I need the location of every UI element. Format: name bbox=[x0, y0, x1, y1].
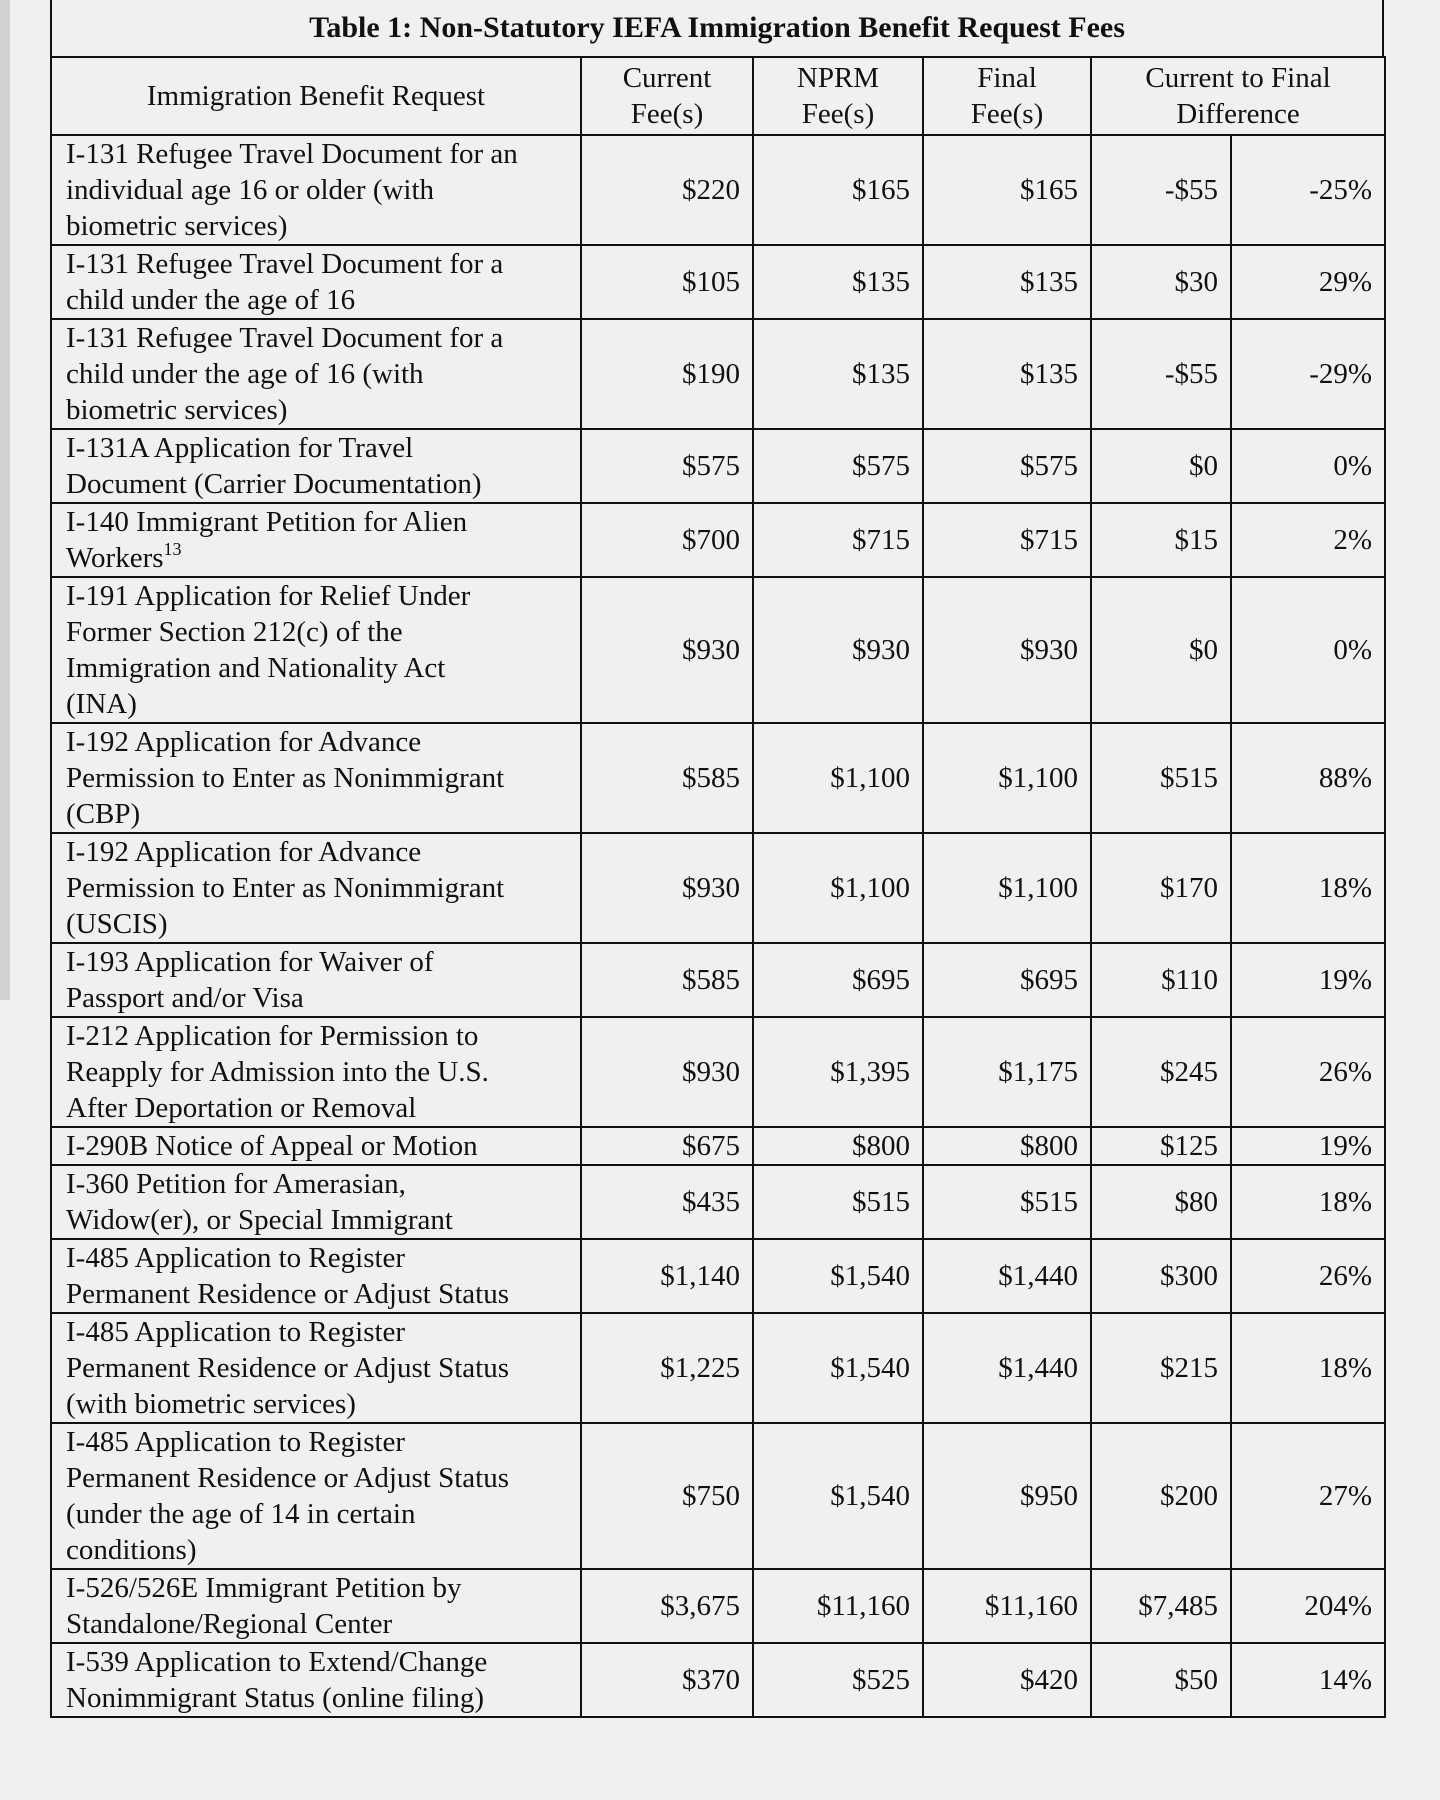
current-fee-cell: $1,140 bbox=[581, 1239, 753, 1313]
header-current bbox=[581, 57, 753, 135]
request-line: child under the age of 16 bbox=[66, 284, 356, 316]
request-line: I-191 Application for Relief Under bbox=[66, 580, 471, 612]
final-fee-cell: $930 bbox=[923, 577, 1091, 723]
current-fee-cell: $700 bbox=[581, 503, 753, 577]
request-line: biometric services) bbox=[66, 394, 288, 426]
nprm-fee-cell: $1,540 bbox=[753, 1239, 923, 1313]
nprm-fee-cell: $525 bbox=[753, 1643, 923, 1717]
final-fee-cell: $715 bbox=[923, 503, 1091, 577]
request-cell bbox=[51, 1569, 581, 1643]
request-line: (USCIS) bbox=[66, 908, 168, 940]
difference-percent-cell: 18% bbox=[1231, 1165, 1385, 1239]
header-current-line1: Current bbox=[622, 62, 712, 94]
current-fee-cell: $435 bbox=[581, 1165, 753, 1239]
request-line: I-360 Petition for Amerasian, bbox=[66, 1168, 406, 1200]
header-nprm bbox=[753, 57, 923, 135]
request-cell bbox=[51, 503, 581, 577]
difference-amount-cell: $110 bbox=[1091, 943, 1231, 1017]
difference-percent-cell: 26% bbox=[1231, 1017, 1385, 1127]
final-fee-cell: $135 bbox=[923, 319, 1091, 429]
request-line: Permanent Residence or Adjust Status bbox=[66, 1352, 509, 1384]
request-cell bbox=[51, 1127, 581, 1165]
request-line: Former Section 212(c) of the bbox=[66, 616, 403, 648]
current-fee-cell: $370 bbox=[581, 1643, 753, 1717]
request-line: (with biometric services) bbox=[66, 1388, 356, 1420]
request-line: Document (Carrier Documentation) bbox=[66, 468, 482, 500]
difference-amount-cell: $200 bbox=[1091, 1423, 1231, 1569]
header-request bbox=[51, 57, 581, 135]
difference-percent-cell: 0% bbox=[1231, 577, 1385, 723]
difference-percent-cell: -29% bbox=[1231, 319, 1385, 429]
header-nprm-line1: NPRM bbox=[796, 62, 880, 94]
request-line: biometric services) bbox=[66, 210, 288, 242]
current-fee-cell: $190 bbox=[581, 319, 753, 429]
header-final-line1: Final bbox=[977, 62, 1037, 94]
nprm-fee-cell: $135 bbox=[753, 245, 923, 319]
table-row bbox=[51, 1569, 1385, 1643]
final-fee-cell: $165 bbox=[923, 135, 1091, 245]
nprm-fee-cell: $135 bbox=[753, 319, 923, 429]
final-fee-cell: $1,440 bbox=[923, 1313, 1091, 1423]
request-cell bbox=[51, 943, 581, 1017]
difference-percent-cell: 18% bbox=[1231, 833, 1385, 943]
difference-amount-cell: $50 bbox=[1091, 1643, 1231, 1717]
current-fee-cell: $930 bbox=[581, 1017, 753, 1127]
table-row bbox=[51, 943, 1385, 1017]
current-fee-cell: $105 bbox=[581, 245, 753, 319]
request-line: conditions) bbox=[66, 1534, 197, 1566]
table-row bbox=[51, 1165, 1385, 1239]
request-line: Reapply for Admission into the U.S. bbox=[66, 1056, 489, 1088]
table-title: Table 1: Non-Statutory IEFA Immigration Benefit Request Fees bbox=[50, 0, 1384, 56]
request-line: Standalone/Regional Center bbox=[66, 1608, 393, 1640]
request-line: I-539 Application to Extend/Change bbox=[66, 1646, 488, 1678]
current-fee-cell: $220 bbox=[581, 135, 753, 245]
current-fee-cell: $930 bbox=[581, 833, 753, 943]
request-line: Permanent Residence or Adjust Status bbox=[66, 1278, 509, 1310]
final-fee-cell: $420 bbox=[923, 1643, 1091, 1717]
request-line-text: Workers bbox=[66, 542, 164, 574]
fee-table bbox=[50, 56, 1386, 1718]
request-cell bbox=[51, 1643, 581, 1717]
request-line: I-485 Application to Register bbox=[66, 1316, 406, 1348]
request-line: I-212 Application for Permission to bbox=[66, 1020, 479, 1052]
difference-percent-cell: 14% bbox=[1231, 1643, 1385, 1717]
request-line: I-131 Refugee Travel Document for a bbox=[66, 248, 504, 280]
nprm-fee-cell: $575 bbox=[753, 429, 923, 503]
table-row bbox=[51, 429, 1385, 503]
difference-amount-cell: -$55 bbox=[1091, 319, 1231, 429]
header-difference-line2: Difference bbox=[1176, 98, 1300, 130]
request-line: Widow(er), or Special Immigrant bbox=[66, 1204, 453, 1236]
final-fee-cell: $800 bbox=[923, 1127, 1091, 1165]
table-row bbox=[51, 1313, 1385, 1423]
table-row bbox=[51, 245, 1385, 319]
request-line: I-192 Application for Advance bbox=[66, 836, 422, 868]
request-line: After Deportation or Removal bbox=[66, 1092, 417, 1124]
difference-amount-cell: $125 bbox=[1091, 1127, 1231, 1165]
final-fee-cell: $575 bbox=[923, 429, 1091, 503]
footnote-ref[interactable]: 13 bbox=[163, 539, 182, 559]
difference-amount-cell: $215 bbox=[1091, 1313, 1231, 1423]
table-row bbox=[51, 319, 1385, 429]
table-row bbox=[51, 1239, 1385, 1313]
difference-percent-cell: 2% bbox=[1231, 503, 1385, 577]
current-fee-cell: $1,225 bbox=[581, 1313, 753, 1423]
nprm-fee-cell: $930 bbox=[753, 577, 923, 723]
final-fee-cell: $135 bbox=[923, 245, 1091, 319]
request-line bbox=[66, 540, 570, 576]
table-row bbox=[51, 723, 1385, 833]
difference-amount-cell: $515 bbox=[1091, 723, 1231, 833]
request-line: I-485 Application to Register bbox=[66, 1426, 406, 1458]
header-final bbox=[923, 57, 1091, 135]
request-line: I-131 Refugee Travel Document for an bbox=[66, 138, 518, 170]
request-cell bbox=[51, 1017, 581, 1127]
table-row bbox=[51, 1127, 1385, 1165]
nprm-fee-cell: $515 bbox=[753, 1165, 923, 1239]
final-fee-cell: $1,440 bbox=[923, 1239, 1091, 1313]
header-difference bbox=[1091, 57, 1385, 135]
request-cell bbox=[51, 319, 581, 429]
request-line: (INA) bbox=[66, 688, 137, 720]
request-line: Permanent Residence or Adjust Status bbox=[66, 1462, 509, 1494]
difference-percent-cell: 29% bbox=[1231, 245, 1385, 319]
request-line: Immigration and Nationality Act bbox=[66, 652, 446, 684]
difference-percent-cell: 88% bbox=[1231, 723, 1385, 833]
request-line: Nonimmigrant Status (online filing) bbox=[66, 1682, 485, 1714]
request-line: Permission to Enter as Nonimmigrant bbox=[66, 762, 505, 794]
request-cell bbox=[51, 1165, 581, 1239]
final-fee-cell: $1,175 bbox=[923, 1017, 1091, 1127]
table-row bbox=[51, 833, 1385, 943]
difference-amount-cell: $30 bbox=[1091, 245, 1231, 319]
request-cell bbox=[51, 135, 581, 245]
request-cell bbox=[51, 1239, 581, 1313]
difference-percent-cell: 19% bbox=[1231, 943, 1385, 1017]
difference-amount-cell: $300 bbox=[1091, 1239, 1231, 1313]
difference-percent-cell: 19% bbox=[1231, 1127, 1385, 1165]
header-nprm-line2: Fee(s) bbox=[801, 98, 875, 130]
difference-amount-cell: $0 bbox=[1091, 429, 1231, 503]
final-fee-cell: $11,160 bbox=[923, 1569, 1091, 1643]
table-row bbox=[51, 577, 1385, 723]
header-request-label: Immigration Benefit Request bbox=[146, 80, 486, 112]
request-line: individual age 16 or older (with bbox=[66, 174, 435, 206]
nprm-fee-cell: $165 bbox=[753, 135, 923, 245]
nprm-fee-cell: $1,540 bbox=[753, 1423, 923, 1569]
nprm-fee-cell: $715 bbox=[753, 503, 923, 577]
difference-amount-cell: $15 bbox=[1091, 503, 1231, 577]
current-fee-cell: $930 bbox=[581, 577, 753, 723]
current-fee-cell: $585 bbox=[581, 723, 753, 833]
request-line: I-290B Notice of Appeal or Motion bbox=[66, 1130, 478, 1162]
difference-amount-cell: $170 bbox=[1091, 833, 1231, 943]
nprm-fee-cell: $800 bbox=[753, 1127, 923, 1165]
request-line: I-131A Application for Travel bbox=[66, 432, 414, 464]
current-fee-cell: $3,675 bbox=[581, 1569, 753, 1643]
final-fee-cell: $695 bbox=[923, 943, 1091, 1017]
current-fee-cell: $675 bbox=[581, 1127, 753, 1165]
request-cell bbox=[51, 577, 581, 723]
header-final-line2: Fee(s) bbox=[970, 98, 1044, 130]
request-cell bbox=[51, 833, 581, 943]
request-line: I-485 Application to Register bbox=[66, 1242, 406, 1274]
request-line: Passport and/or Visa bbox=[66, 982, 304, 1014]
request-line: I-140 Immigrant Petition for Alien bbox=[66, 506, 468, 538]
request-line: Permission to Enter as Nonimmigrant bbox=[66, 872, 505, 904]
nprm-fee-cell: $11,160 bbox=[753, 1569, 923, 1643]
table-row bbox=[51, 135, 1385, 245]
document-page bbox=[50, 0, 1384, 1718]
nprm-fee-cell: $1,100 bbox=[753, 833, 923, 943]
final-fee-cell: $1,100 bbox=[923, 833, 1091, 943]
current-fee-cell: $750 bbox=[581, 1423, 753, 1569]
request-line: I-131 Refugee Travel Document for a bbox=[66, 322, 504, 354]
difference-percent-cell: 27% bbox=[1231, 1423, 1385, 1569]
final-fee-cell: $515 bbox=[923, 1165, 1091, 1239]
nprm-fee-cell: $1,395 bbox=[753, 1017, 923, 1127]
request-cell bbox=[51, 723, 581, 833]
current-fee-cell: $575 bbox=[581, 429, 753, 503]
nprm-fee-cell: $695 bbox=[753, 943, 923, 1017]
header-row bbox=[51, 57, 1385, 135]
header-difference-line1: Current to Final bbox=[1145, 62, 1331, 94]
difference-amount-cell: $0 bbox=[1091, 577, 1231, 723]
difference-amount-cell: -$55 bbox=[1091, 135, 1231, 245]
request-cell bbox=[51, 429, 581, 503]
request-line: (CBP) bbox=[66, 798, 141, 830]
final-fee-cell: $950 bbox=[923, 1423, 1091, 1569]
nprm-fee-cell: $1,100 bbox=[753, 723, 923, 833]
final-fee-cell: $1,100 bbox=[923, 723, 1091, 833]
difference-percent-cell: 18% bbox=[1231, 1313, 1385, 1423]
difference-amount-cell: $245 bbox=[1091, 1017, 1231, 1127]
difference-percent-cell: 26% bbox=[1231, 1239, 1385, 1313]
request-cell bbox=[51, 245, 581, 319]
request-line: I-526/526E Immigrant Petition by bbox=[66, 1572, 462, 1604]
request-line: child under the age of 16 (with bbox=[66, 358, 424, 390]
difference-percent-cell: -25% bbox=[1231, 135, 1385, 245]
table-row bbox=[51, 503, 1385, 577]
request-cell bbox=[51, 1313, 581, 1423]
nprm-fee-cell: $1,540 bbox=[753, 1313, 923, 1423]
request-line: I-193 Application for Waiver of bbox=[66, 946, 434, 978]
difference-percent-cell: 204% bbox=[1231, 1569, 1385, 1643]
table-row bbox=[51, 1017, 1385, 1127]
request-line: I-192 Application for Advance bbox=[66, 726, 422, 758]
difference-percent-cell: 0% bbox=[1231, 429, 1385, 503]
scrollbar[interactable] bbox=[0, 0, 10, 1000]
request-line: (under the age of 14 in certain bbox=[66, 1498, 416, 1530]
difference-amount-cell: $80 bbox=[1091, 1165, 1231, 1239]
current-fee-cell: $585 bbox=[581, 943, 753, 1017]
table-row bbox=[51, 1643, 1385, 1717]
header-current-line2: Fee(s) bbox=[630, 98, 704, 130]
request-cell bbox=[51, 1423, 581, 1569]
difference-amount-cell: $7,485 bbox=[1091, 1569, 1231, 1643]
table-row bbox=[51, 1423, 1385, 1569]
